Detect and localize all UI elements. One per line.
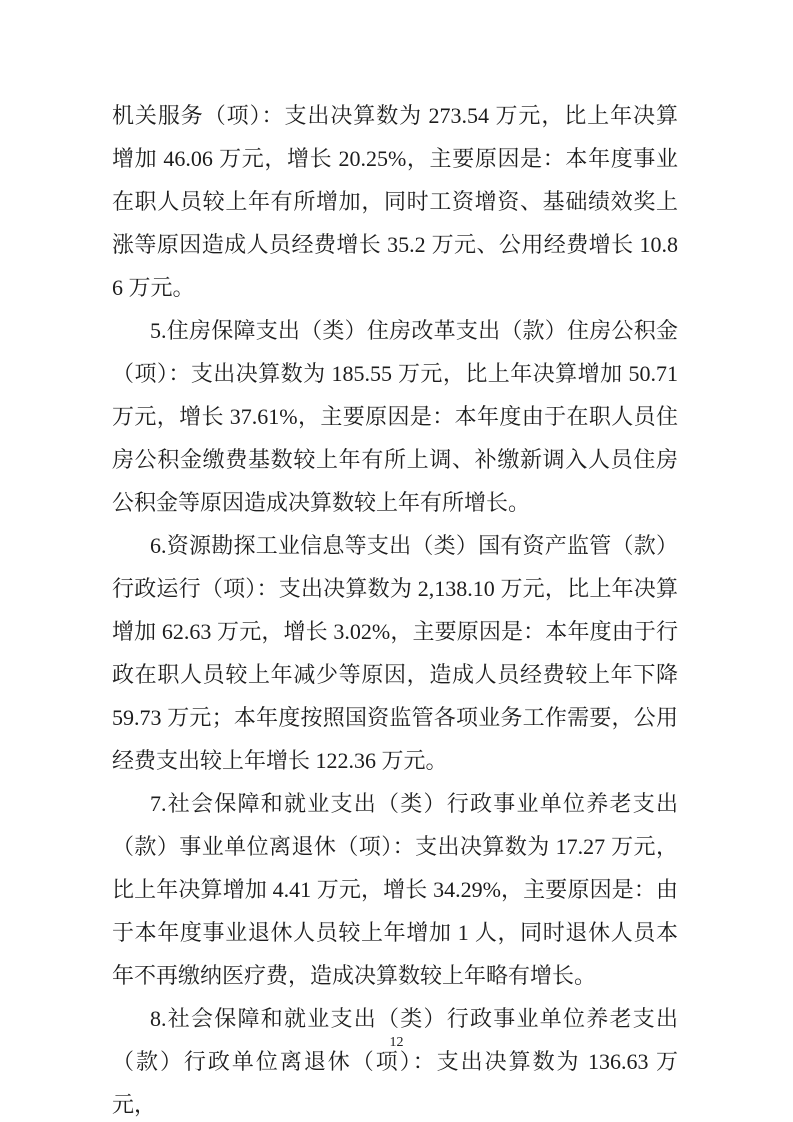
page-number: 12 [389, 1035, 404, 1050]
body-paragraph-item-7: 7.社会保障和就业支出（类）行政事业单位养老支出（款）事业单位离退休（项）：支出决算数为 17.27 万元，比上年决算增加 4.41 万元，增长 34.29%，主要原因是：由于本年度事业退休人员较上年增加 1 人，同时退休人员本年不再缴纳医疗费，造成决算数较上年略有增长。 [112, 791, 678, 988]
body-paragraph-continuation: 机关服务（项）：支出决算数为 273.54 万元，比上年决算增加 46.06 万元，增长 20.25%，主要原因是：本年度事业在职人员较上年有所增加，同时工资增资、基础绩效奖上涨等原因造成人员经费增长 35.2 万元、公用经费增长 10.86 万元。 [112, 103, 678, 300]
body-paragraph-item-5: 5.住房保障支出（类）住房改革支出（款）住房公积金（项）：支出决算数为 185.55 万元，比上年决算增加 50.71 万元，增长 37.61%，主要原因是：本年度由于在职人员住房公积金缴费基数较上年有所上调、补缴新调入人员住房公积金等原因造成决算数较上年有所增长。 [112, 318, 678, 515]
document-body [112, 94, 678, 1122]
body-paragraph-item-8: 8.社会保障和就业支出（类）行政事业单位养老支出（款）行政单位离退休（项）：支出决算数为 136.63 万元， [112, 1006, 678, 1117]
body-paragraph-item-6: 6.资源勘探工业信息等支出（类）国有资产监管（款）行政运行（项）：支出决算数为 2,138.10 万元，比上年决算增加 62.63 万元，增长 3.02%，主要原因是：本年度由于行政在职人员较上年减少等原因，造成人员经费较上年下降 59.73 万元；本年度按照国资监管各项业务工作需要，公用经费支出较上年增长 122.36 万元。 [112, 533, 678, 773]
